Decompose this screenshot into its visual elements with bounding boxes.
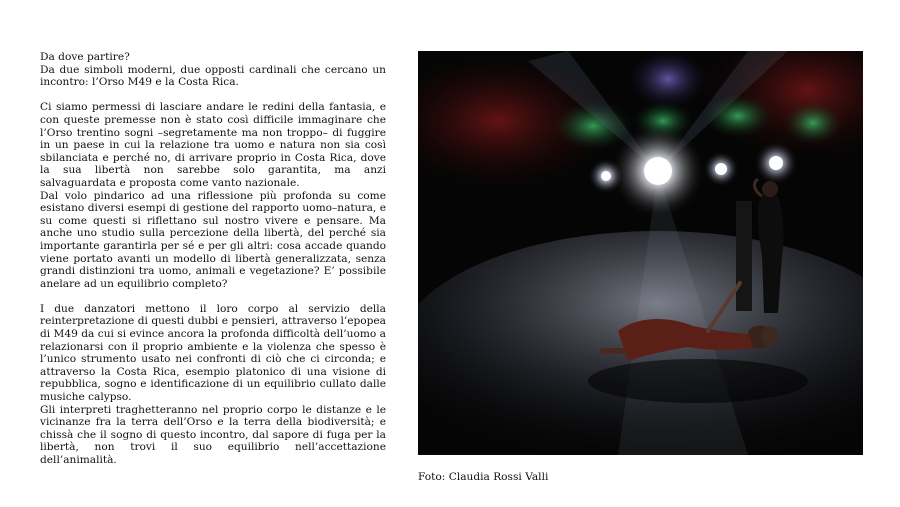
paragraph-interpreters: Gli interpreti traghetteranno nel proprio corpo le distanze e le vicinanze fra la terra dell’Orso e la terra della biodiversità; e chissà che il sogno di questo incontro, dal sapore di fuga per la libertà, non trovi il suo equilibrio nell’accettazione dell’animalità.: [40, 403, 386, 466]
article-text: [40, 51, 386, 467]
paragraph-symbols: Da due simboli moderni, due opposti cardinali che cercano un incontro: l’Orso M49 e la Costa Rica.: [40, 63, 386, 89]
stage-photo-image: [418, 51, 863, 455]
stage-photo: [418, 51, 863, 455]
paragraph-fantasy: Ci siamo permessi di lasciare andare le redini della fantasia, e con queste premesse non è stato così difficile immaginare che l’Orso trentino sogni –segretamente ma non troppo– di fuggire in un paese in cui la relazione tra uomo e natura non sia così sbilanciata e perché no, di arrivare proprio in Costa Rica, dove la sua libertà non sarebbe solo garantita, ma anzi salvaguardata e proposta come vanto nazionale.: [40, 101, 386, 189]
paragraph-reflection: Dal volo pindarico ad una riflessione più profonda su come esistano diversi esempi di gestione del rapporto uomo–natura, e su come questi si riflettano sul nostro vivere e pensare. Ma anche uno studio sulla percezione della libertà, del perché sia importante garantirla per sé e per gli altri: cosa accade quando viene portato avanti un modello di libertà generalizzata, senza grandi distinzioni tra uomo, animali e vegetazione? E’ possibile anelare ad un equilibrio completo?: [40, 189, 386, 290]
photo-caption: Foto: Claudia Rossi Valli: [418, 471, 549, 483]
paragraph-gap: [40, 290, 386, 303]
paragraph-dancers: I due danzatori mettono il loro corpo al servizio della reinterpretazione di questi dubbi e pensieri, attraverso l’epopea di M49 da cui si evince ancora la profonda difficoltà dell’uomo a relazionarsi con il proprio ambiente e la violenza che spesso è l’unico strumento usato nei confronti di ciò che ci circonda; e attraverso la Costa Rica, esempio platonico di una visione di repubblica, sogno e identificazione di un equilibrio cullato dalle musiche calypso.: [40, 302, 386, 404]
paragraph-gap: [40, 89, 386, 102]
paragraph-intro-question: Da dove partire?: [40, 51, 130, 63]
